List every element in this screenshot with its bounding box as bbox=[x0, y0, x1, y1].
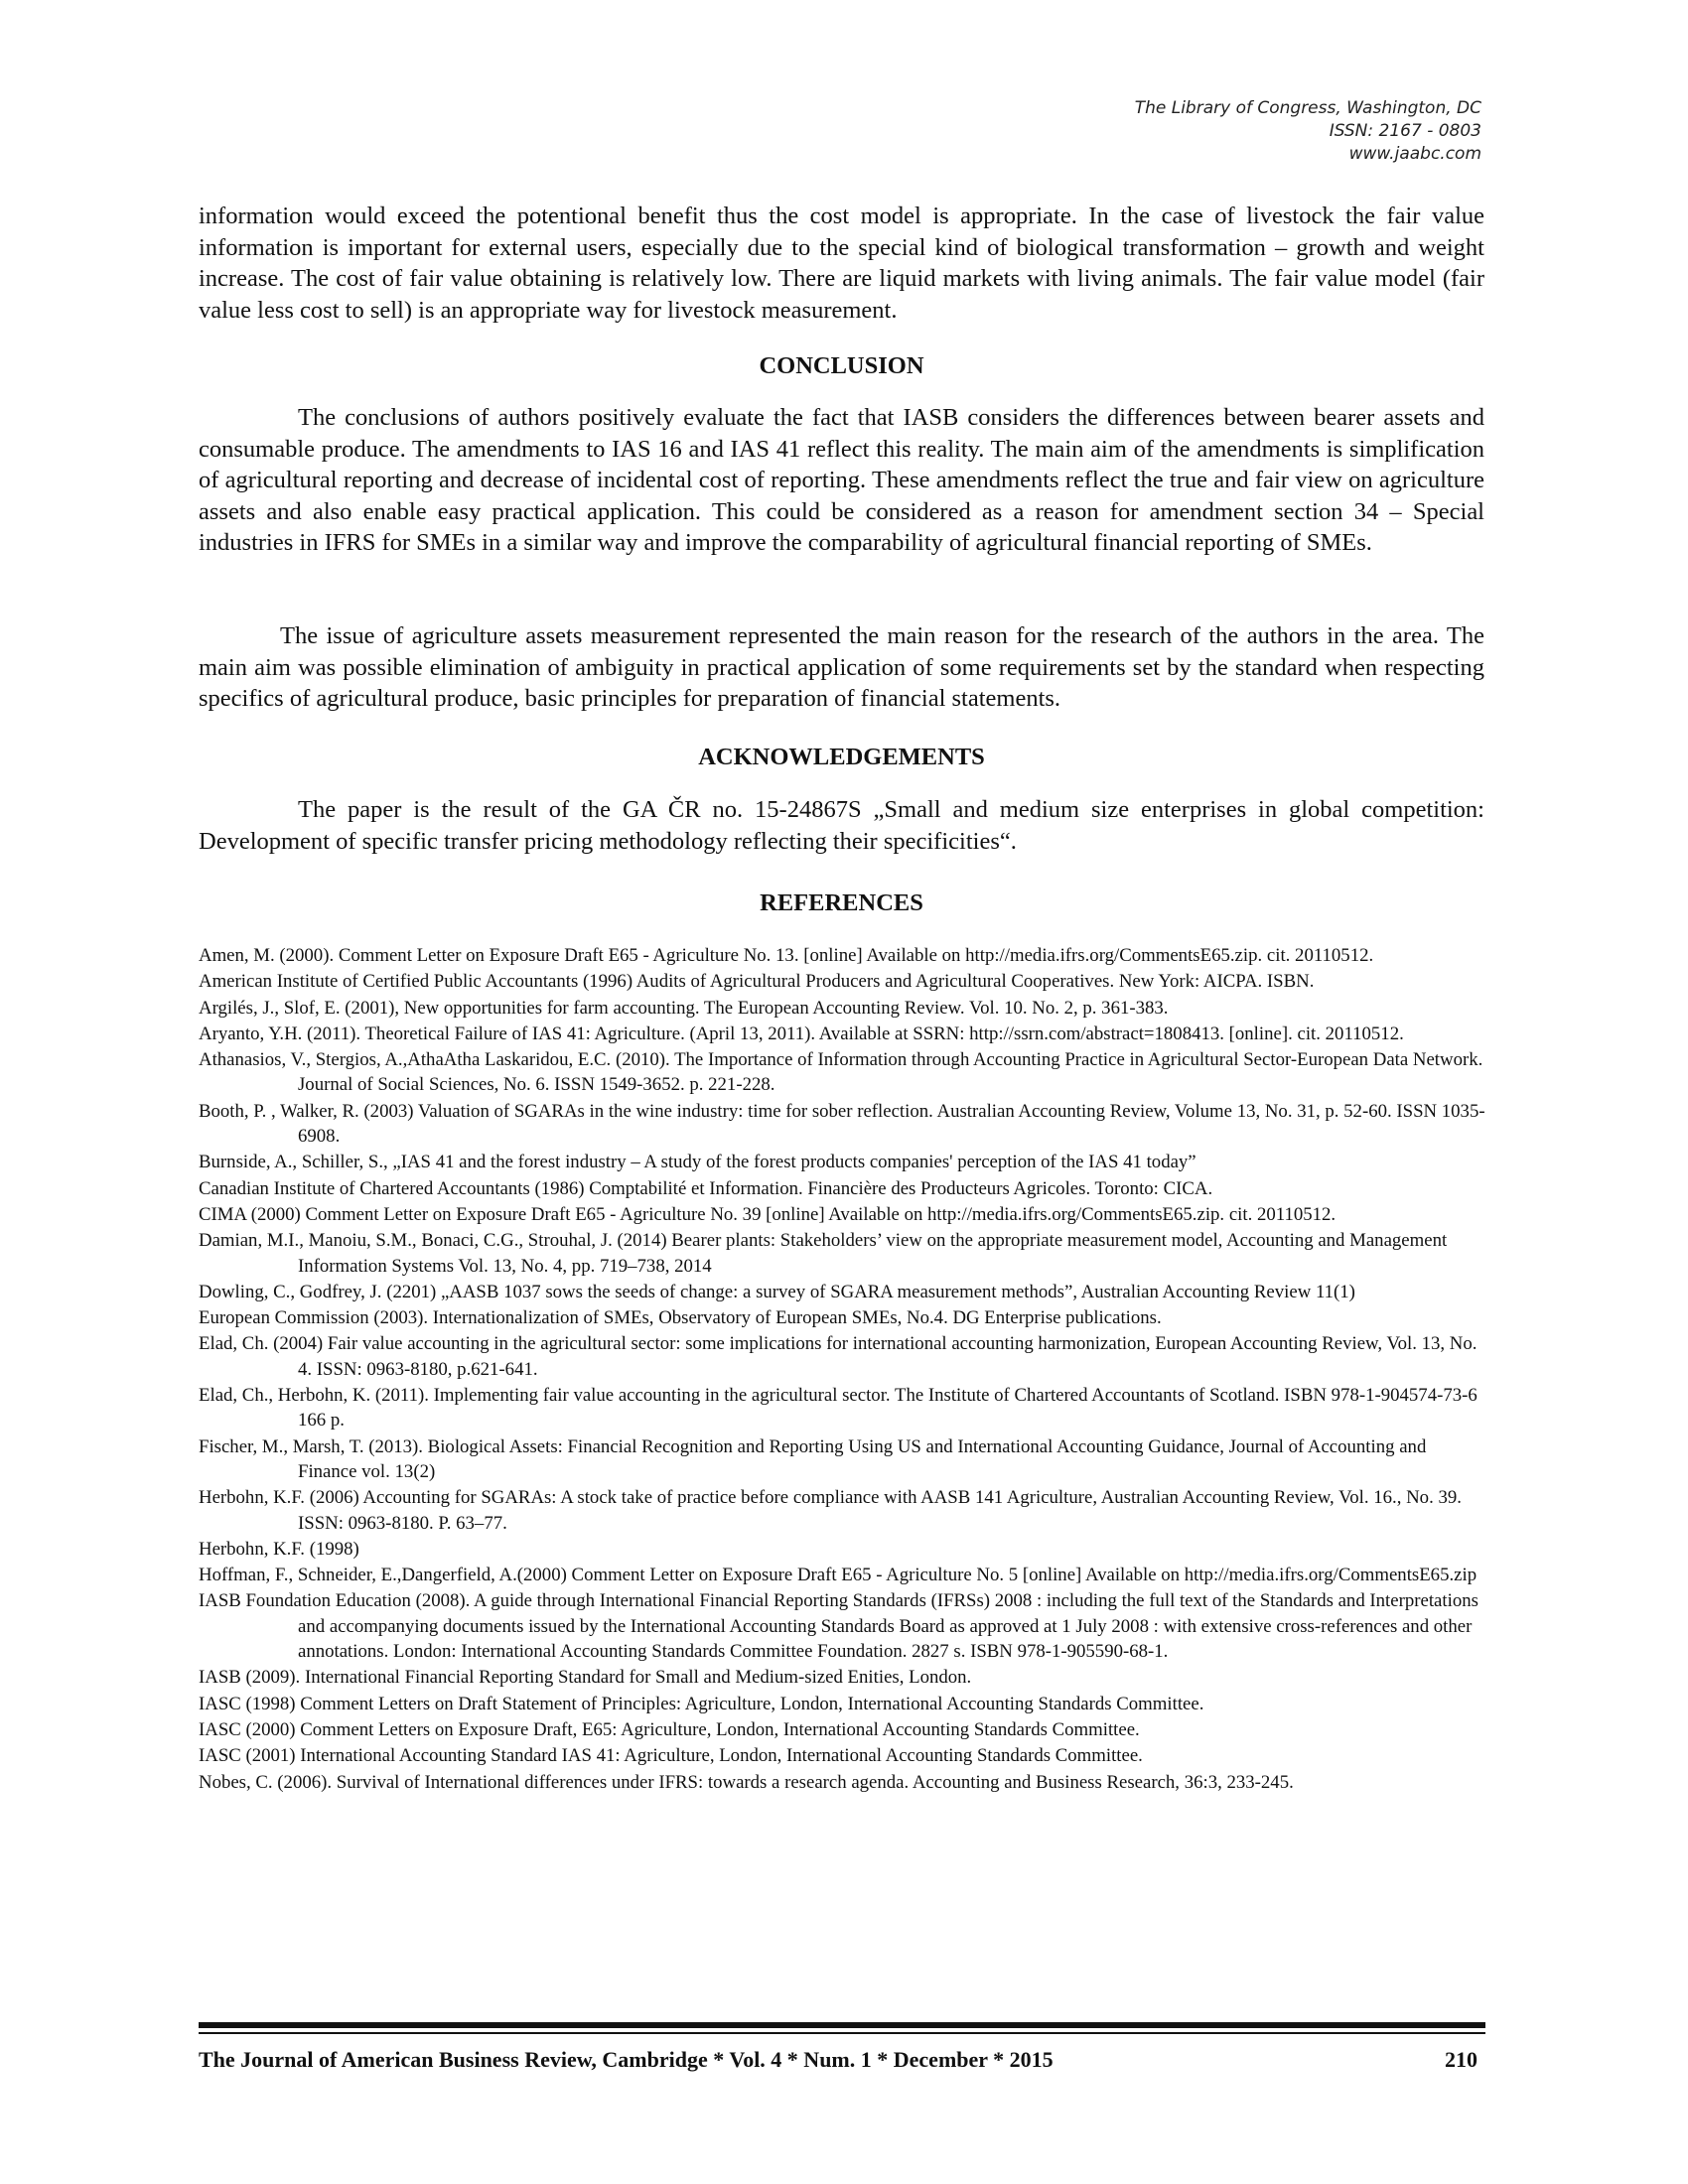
reference-item: Booth, P. , Walker, R. (2003) Valuation of SGARAs in the wine industry: time for sober reflection. Australian Accounting Review, Volume 13, No. 31, p. 52-60. ISSN 1035-6908. bbox=[199, 1100, 1485, 1148]
reference-item: IASC (2000) Comment Letters on Exposure Draft, E65: Agriculture, London, International Accounting Standards Committee. bbox=[199, 1718, 1140, 1740]
reference-item: American Institute of Certified Public Accountants (1996) Audits of Agricultural Producers and Agricultural Cooperatives. New York: AICPA. ISBN. bbox=[199, 971, 1315, 993]
reference-item: European Commission (2003). Internationalization of SMEs, Observatory of European SMEs, No.4. DG Enterprise publications. bbox=[199, 1307, 1162, 1329]
reference-item: Dowling, C., Godfrey, J. (2201) „AASB 1037 sows the seeds of change: a survey of SGARA measurement methods”, Australian Accounting Review 11(1) bbox=[199, 1281, 1355, 1302]
footer-divider-thin bbox=[199, 2032, 1485, 2034]
header-website: www.jaabc.com bbox=[1348, 144, 1481, 164]
reference-item: Hoffman, F., Schneider, E.,Dangerfield, A.(2000) Comment Letter on Exposure Draft E65 - Agriculture No. 5 [online] Available on http://media.ifrs.org/CommentsE65.zip bbox=[199, 1565, 1477, 1586]
footer-journal-citation: The Journal of American Business Review, Cambridge * Vol. 4 * Num. 1 * December * 2015 bbox=[199, 2047, 1054, 2072]
reference-item: IASB (2009). International Financial Reporting Standard for Small and Medium-sized Enities, London. bbox=[199, 1667, 972, 1689]
body-paragraph-2: The conclusions of authors positively evaluate the fact that IASB considers the differences between bearer assets and consumable produce. The amendments to IAS 16 and IAS 41 reflect this reality. The main aim of the amendments is simplification of agricultural reporting and decrease of incidental cost of reporting. These amendments reflect the true and fair view on agriculture assets and also enable easy practical application. This could be considered as a reason for amendment section 34 – Special industries in IFRS for SMEs in a similar way and improve the comparability of agricultural financial reporting of SMEs. bbox=[199, 404, 1484, 556]
reference-item: Amen, M. (2000). Comment Letter on Exposure Draft E65 - Agriculture No. 13. [online] Available on http://media.ifrs.org/CommentsE65.zip. cit. 20110512. bbox=[199, 945, 1374, 966]
reference-item: Elad, Ch. (2004) Fair value accounting in the agricultural sector: some implications for international accounting harmonization, European Accounting Review, Vol. 13, No. 4. ISSN: 0963-8180, p.621-641. bbox=[199, 1333, 1477, 1380]
reference-item: Aryanto, Y.H. (2011). Theoretical Failure of IAS 41: Agriculture. (April 13, 2011). Available at SSRN: http://ssrn.com/abstract=1808413. [online]. cit. 20110512. bbox=[199, 1023, 1404, 1044]
reference-item: Herbohn, K.F. (2006) Accounting for SGARAs: A stock take of practice before compliance with AASB 141 Agriculture, Australian Accounting Review, Vol. 16., No. 39. ISSN: 0963-8180. P. 63–77. bbox=[199, 1487, 1462, 1534]
reference-item: Canadian Institute of Chartered Accountants (1986) Comptabilité et Information. Financière des Producteurs Agricoles. Toronto: CICA. bbox=[199, 1177, 1213, 1199]
reference-item: IASC (1998) Comment Letters on Draft Statement of Principles: Agriculture, London, International Accounting Standards Committee. bbox=[199, 1693, 1204, 1714]
section-heading-acknowledgements: ACKNOWLEDGEMENTS bbox=[698, 744, 985, 770]
page-number: 210 bbox=[1445, 2047, 1477, 2072]
reference-item: Elad, Ch., Herbohn, K. (2011). Implementing fair value accounting in the agricultural sector. The Institute of Chartered Accountants of Scotland. ISBN 978-1-904574-73-6 166 p. bbox=[199, 1385, 1477, 1432]
running-footer bbox=[199, 2045, 1485, 2077]
reference-item: Herbohn, K.F. (1998) bbox=[199, 1538, 359, 1560]
body-paragraph-3: The issue of agriculture assets measurement represented the main reason for the research of the authors in the area. The main aim was possible elimination of ambiguity in practical application of some requirements set by the standard when respecting specifics of agricultural produce, basic principles for preparation of financial statements. bbox=[199, 622, 1484, 712]
body-paragraph-1: information would exceed the potentional benefit thus the cost model is appropriate. In the case of livestock the fair value information is important for external users, especially due to the special kind of biological transformation – growth and weight increase. The cost of fair value obtaining is relatively low. There are liquid markets with living animals. The fair value model (fair value less cost to sell) is an appropriate way for livestock measurement. bbox=[199, 203, 1484, 324]
reference-item: Argilés, J., Slof, E. (2001), New opportunities for farm accounting. The European Accounting Review. Vol. 10. No. 2, p. 361-383. bbox=[199, 997, 1169, 1019]
reference-list bbox=[199, 943, 1489, 1796]
reference-item: Athanasios, V., Stergios, A.,AthaAtha Laskaridou, E.C. (2010). The Importance of Information through Accounting Practice in Agricultural Sector-European Data Network. Journal of Social Sciences, No. 6. ISSN 1549-3652. p. 221-228. bbox=[199, 1049, 1483, 1096]
section-heading-conclusion: CONCLUSION bbox=[759, 352, 924, 379]
section-heading-references: REFERENCES bbox=[760, 889, 923, 916]
header-issn: ISSN: 2167 - 0803 bbox=[1329, 121, 1481, 141]
reference-item: Nobes, C. (2006). Survival of International differences under IFRS: towards a research agenda. Accounting and Business Research, 36:3, 233-245. bbox=[199, 1771, 1294, 1793]
reference-item: Burnside, A., Schiller, S., „IAS 41 and the forest industry – A study of the forest products companies' perception of the IAS 41 today” bbox=[199, 1152, 1196, 1173]
footer-divider-thick bbox=[199, 2022, 1485, 2028]
reference-item: CIMA (2000) Comment Letter on Exposure Draft E65 - Agriculture No. 39 [online] Available on http://media.ifrs.org/CommentsE65.zip. cit. 20110512. bbox=[199, 1203, 1336, 1225]
body-paragraph-4: The paper is the result of the GA ČR no. 15-24867S „Small and medium size enterprises in global competition: Development of specific transfer pricing methodology reflecting their specificities“. bbox=[199, 796, 1484, 855]
reference-item: IASC (2001) International Accounting Standard IAS 41: Agriculture, London, International Accounting Standards Committee. bbox=[199, 1745, 1143, 1767]
reference-item: Damian, M.I., Manoiu, S.M., Bonaci, C.G., Strouhal, J. (2014) Bearer plants: Stakeholders’ view on the appropriate measurement model, Accounting and Management Information Systems Vol. 13, No. 4, pp. 719–738, 2014 bbox=[199, 1230, 1448, 1277]
header-publisher: The Library of Congress, Washington, DC bbox=[1134, 98, 1481, 118]
running-header bbox=[886, 97, 1481, 166]
reference-item: Fischer, M., Marsh, T. (2013). Biological Assets: Financial Recognition and Reporting Using US and International Accounting Guidance, Journal of Accounting and Finance vol. 13(2) bbox=[199, 1435, 1427, 1482]
reference-item: IASB Foundation Education (2008). A guide through International Financial Reporting Standards (IFRSs) 2008 : including the full text of the Standards and Interpretations and accompanying documents issued by the International Accounting Standards Board as approved at 1 July 2008 : with extensive cross-references and other annotations. London: International Accounting Standards Committee Foundation. 2827 s. ISBN 978-1-905590-68-1. bbox=[199, 1590, 1478, 1663]
